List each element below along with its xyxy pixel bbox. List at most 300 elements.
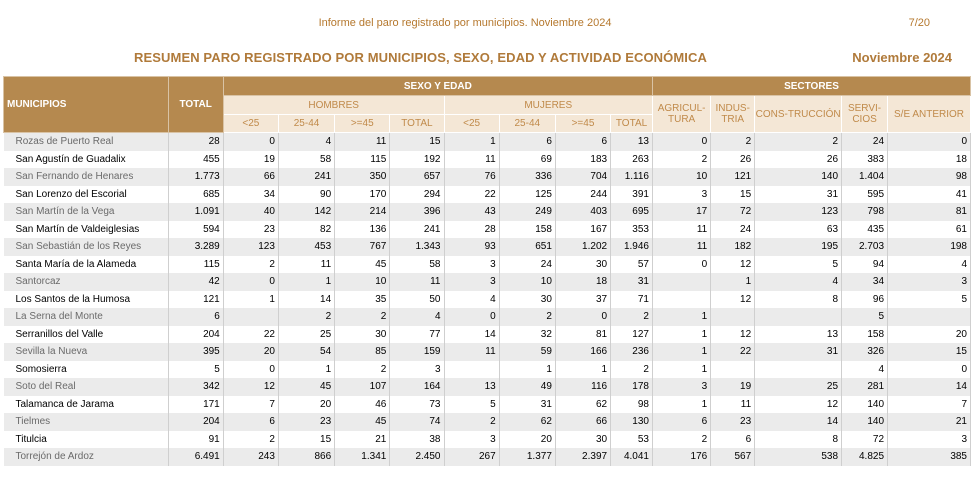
col-m-lt25: <25 xyxy=(444,115,499,133)
table-cell: 22 xyxy=(223,326,278,344)
table-cell: 32 xyxy=(499,326,555,344)
table-cell: 25 xyxy=(755,378,842,396)
table-cell: 12 xyxy=(711,291,755,309)
table-cell: 136 xyxy=(335,221,390,239)
table-cell: 20 xyxy=(888,326,971,344)
table-cell: 69 xyxy=(499,151,555,169)
table-cell: 71 xyxy=(611,291,653,309)
table-cell: 1 xyxy=(652,361,710,379)
table-cell: 2 xyxy=(652,431,710,449)
table-cell: 15 xyxy=(711,186,755,204)
table-row xyxy=(4,221,971,239)
table-cell: 4 xyxy=(755,273,842,291)
table-cell: 23 xyxy=(711,413,755,431)
col-construccion: CONS-TRUCCIÓN xyxy=(755,96,842,133)
table-cell: 31 xyxy=(499,396,555,414)
table-cell: 30 xyxy=(335,326,390,344)
table-cell: 435 xyxy=(842,221,888,239)
table-cell: 14 xyxy=(278,291,334,309)
table-cell: 18 xyxy=(555,273,610,291)
table-cell: 182 xyxy=(711,238,755,256)
table-cell: 3 xyxy=(888,431,971,449)
col-h-lt25: <25 xyxy=(223,115,278,133)
table-cell: 11 xyxy=(335,133,390,151)
table-cell: 183 xyxy=(555,151,610,169)
table-cell: 11 xyxy=(444,151,499,169)
table-cell: 130 xyxy=(611,413,653,431)
table-cell: 241 xyxy=(278,168,334,186)
table-cell: 353 xyxy=(611,221,653,239)
table-cell: 159 xyxy=(390,343,444,361)
table-cell: 22 xyxy=(711,343,755,361)
municipality-name: San Martín de la Vega xyxy=(4,203,169,221)
table-cell: 1 xyxy=(444,133,499,151)
table-cell: 326 xyxy=(842,343,888,361)
table-cell: 8 xyxy=(755,291,842,309)
table-cell: 17 xyxy=(652,203,710,221)
table-cell: 58 xyxy=(278,151,334,169)
table-cell: 93 xyxy=(444,238,499,256)
table-cell: 249 xyxy=(499,203,555,221)
table-cell: 11 xyxy=(444,343,499,361)
table-cell: 4 xyxy=(842,361,888,379)
table-cell: 1 xyxy=(223,291,278,309)
table-cell: 241 xyxy=(390,221,444,239)
table-cell: 14 xyxy=(888,378,971,396)
table-cell: 198 xyxy=(888,238,971,256)
page-number: 7/20 xyxy=(908,17,930,29)
col-h-ge45: >=45 xyxy=(335,115,390,133)
table-cell: 2 xyxy=(652,151,710,169)
table-cell: 61 xyxy=(888,221,971,239)
table-cell: 34 xyxy=(842,273,888,291)
table-cell: 127 xyxy=(611,326,653,344)
table-cell: 5 xyxy=(842,308,888,326)
table-cell: 76 xyxy=(444,168,499,186)
table-cell: 171 xyxy=(168,396,223,414)
table-cell: 2 xyxy=(335,361,390,379)
table-cell: 123 xyxy=(755,203,842,221)
table-cell xyxy=(652,291,710,309)
table-cell: 214 xyxy=(335,203,390,221)
table-cell: 72 xyxy=(842,431,888,449)
table-cell: 2 xyxy=(444,413,499,431)
table-cell xyxy=(711,308,755,326)
municipality-name: Soto del Real xyxy=(4,378,169,396)
table-cell: 10 xyxy=(499,273,555,291)
table-cell: 294 xyxy=(390,186,444,204)
table-cell: 244 xyxy=(555,186,610,204)
table-cell: 8 xyxy=(755,431,842,449)
table-cell: 167 xyxy=(555,221,610,239)
table-cell: 34 xyxy=(223,186,278,204)
table-cell: 72 xyxy=(711,203,755,221)
table-cell: 178 xyxy=(611,378,653,396)
municipality-name: Tielmes xyxy=(4,413,169,431)
table-row xyxy=(4,343,971,361)
table-cell: 3 xyxy=(444,256,499,274)
col-se-anterior: S/E ANTERIOR xyxy=(888,96,971,133)
table-cell: 0 xyxy=(223,133,278,151)
table-cell: 6 xyxy=(652,413,710,431)
table-cell: 59 xyxy=(499,343,555,361)
report-subtitle: Informe del paro registrado por municipios. Noviembre 2024 xyxy=(318,17,612,29)
table-cell: 1.202 xyxy=(555,238,610,256)
table-cell: 2 xyxy=(755,133,842,151)
table-cell: 1 xyxy=(652,396,710,414)
table-cell: 866 xyxy=(278,448,334,466)
table-cell: 1 xyxy=(652,326,710,344)
table-cell: 1 xyxy=(499,361,555,379)
table-cell: 5 xyxy=(168,361,223,379)
table-row xyxy=(4,186,971,204)
table-cell: 4 xyxy=(390,308,444,326)
table-cell: 30 xyxy=(499,291,555,309)
table-cell: 192 xyxy=(390,151,444,169)
table-cell xyxy=(755,308,842,326)
table-cell: 25 xyxy=(278,326,334,344)
table-cell: 10 xyxy=(335,273,390,291)
table-cell: 19 xyxy=(711,378,755,396)
table-cell: 11 xyxy=(652,238,710,256)
table-cell: 350 xyxy=(335,168,390,186)
table-cell: 13 xyxy=(611,133,653,151)
table-cell: 2 xyxy=(711,133,755,151)
table-cell: 1 xyxy=(555,361,610,379)
table-cell xyxy=(888,308,971,326)
table-cell: 594 xyxy=(168,221,223,239)
table-cell: 2.397 xyxy=(555,448,610,466)
table-cell: 2 xyxy=(499,308,555,326)
municipality-name: Santa María de la Alameda xyxy=(4,256,169,274)
table-cell: 2 xyxy=(223,256,278,274)
table-cell: 140 xyxy=(755,168,842,186)
table-cell: 37 xyxy=(555,291,610,309)
table-cell: 6 xyxy=(223,413,278,431)
table-cell: 38 xyxy=(390,431,444,449)
table-cell: 81 xyxy=(555,326,610,344)
table-cell: 26 xyxy=(711,151,755,169)
table-cell: 28 xyxy=(444,221,499,239)
table-cell: 4.825 xyxy=(842,448,888,466)
table-cell: 20 xyxy=(499,431,555,449)
table-cell: 767 xyxy=(335,238,390,256)
col-m-2544: 25-44 xyxy=(499,115,555,133)
table-cell: 15 xyxy=(888,343,971,361)
table-cell: 1 xyxy=(711,273,755,291)
table-cell: 204 xyxy=(168,326,223,344)
table-cell: 85 xyxy=(335,343,390,361)
table-cell: 2 xyxy=(335,308,390,326)
table-cell: 0 xyxy=(223,361,278,379)
table-cell: 0 xyxy=(444,308,499,326)
table-cell: 403 xyxy=(555,203,610,221)
table-row xyxy=(4,431,971,449)
table-cell: 166 xyxy=(555,343,610,361)
table-cell: 342 xyxy=(168,378,223,396)
table-row xyxy=(4,378,971,396)
table-cell: 62 xyxy=(499,413,555,431)
table-cell: 125 xyxy=(499,186,555,204)
table-row xyxy=(4,168,971,186)
table-cell: 142 xyxy=(278,203,334,221)
table-cell: 10 xyxy=(652,168,710,186)
table-cell: 11 xyxy=(711,396,755,414)
table-cell: 3 xyxy=(652,378,710,396)
municipality-name: Santorcaz xyxy=(4,273,169,291)
table-cell: 267 xyxy=(444,448,499,466)
col-municipios: MUNICIPIOS xyxy=(4,77,169,133)
table-cell: 243 xyxy=(223,448,278,466)
table-cell: 4 xyxy=(278,133,334,151)
table-cell: 12 xyxy=(711,256,755,274)
table-cell: 204 xyxy=(168,413,223,431)
col-sectores: SECTORES xyxy=(652,77,970,96)
table-cell xyxy=(652,273,710,291)
municipality-name: Torrejón de Ardoz xyxy=(4,448,169,466)
table-row xyxy=(4,273,971,291)
table-row xyxy=(4,291,971,309)
table-cell: 21 xyxy=(888,413,971,431)
table-cell: 3 xyxy=(444,273,499,291)
table-cell: 1.773 xyxy=(168,168,223,186)
table-cell: 455 xyxy=(168,151,223,169)
table-row xyxy=(4,396,971,414)
table-row xyxy=(4,238,971,256)
table-cell: 62 xyxy=(555,396,610,414)
table-row xyxy=(4,326,971,344)
table-cell: 24 xyxy=(499,256,555,274)
table-cell: 11 xyxy=(652,221,710,239)
table-cell: 4.041 xyxy=(611,448,653,466)
table-cell: 383 xyxy=(842,151,888,169)
table-cell: 158 xyxy=(499,221,555,239)
table-cell: 2 xyxy=(223,431,278,449)
table-cell: 23 xyxy=(223,221,278,239)
table-cell: 336 xyxy=(499,168,555,186)
table-cell: 2 xyxy=(611,361,653,379)
table-cell: 3 xyxy=(390,361,444,379)
municipality-name: San Fernando de Henares xyxy=(4,168,169,186)
table-row xyxy=(4,448,971,466)
table-cell: 170 xyxy=(335,186,390,204)
table-cell xyxy=(711,361,755,379)
table-cell: 385 xyxy=(888,448,971,466)
table-cell: 3 xyxy=(888,273,971,291)
table-cell: 0 xyxy=(652,133,710,151)
table-cell: 21 xyxy=(335,431,390,449)
table-cell: 57 xyxy=(611,256,653,274)
title-row xyxy=(0,50,974,68)
table-cell: 5 xyxy=(755,256,842,274)
table-row xyxy=(4,133,971,151)
table-cell: 1 xyxy=(278,361,334,379)
col-m-ge45: >=45 xyxy=(555,115,610,133)
table-cell: 66 xyxy=(223,168,278,186)
col-agricultura: AGRICUL-TURA xyxy=(652,96,710,133)
table-cell: 31 xyxy=(611,273,653,291)
table-cell: 46 xyxy=(335,396,390,414)
table-cell: 77 xyxy=(390,326,444,344)
table-cell: 5 xyxy=(444,396,499,414)
table-body xyxy=(4,133,971,466)
table-row xyxy=(4,151,971,169)
col-m-total: TOTAL xyxy=(611,115,653,133)
col-servicios: SERVI-CIOS xyxy=(842,96,888,133)
table-cell: 90 xyxy=(278,186,334,204)
municipality-name: San Lorenzo del Escorial xyxy=(4,186,169,204)
table-cell: 45 xyxy=(278,378,334,396)
table-cell: 5 xyxy=(888,291,971,309)
table-cell: 7 xyxy=(223,396,278,414)
table-cell: 45 xyxy=(335,413,390,431)
table-cell: 40 xyxy=(223,203,278,221)
table-cell: 1 xyxy=(652,308,710,326)
table-cell: 13 xyxy=(755,326,842,344)
table-cell: 6 xyxy=(711,431,755,449)
table-cell: 24 xyxy=(842,133,888,151)
table-row xyxy=(4,308,971,326)
table-cell: 91 xyxy=(168,431,223,449)
table-cell: 6 xyxy=(555,133,610,151)
table-cell: 13 xyxy=(444,378,499,396)
table-cell: 1 xyxy=(278,273,334,291)
table-cell: 23 xyxy=(278,413,334,431)
table-cell: 1.341 xyxy=(335,448,390,466)
table-cell: 116 xyxy=(555,378,610,396)
table-cell: 12 xyxy=(711,326,755,344)
table-cell: 41 xyxy=(888,186,971,204)
table-cell: 6.491 xyxy=(168,448,223,466)
table-cell: 42 xyxy=(168,273,223,291)
page-title: RESUMEN PARO REGISTRADO POR MUNICIPIOS, SEXO, EDAD Y ACTIVIDAD ECONÓMICA xyxy=(134,50,707,65)
col-sexo-edad: SEXO Y EDAD xyxy=(223,77,652,96)
table-cell: 164 xyxy=(390,378,444,396)
table-cell: 1.404 xyxy=(842,168,888,186)
table-cell: 2 xyxy=(611,308,653,326)
table-cell: 31 xyxy=(755,343,842,361)
table-cell: 107 xyxy=(335,378,390,396)
table-cell: 31 xyxy=(755,186,842,204)
table-cell: 26 xyxy=(755,151,842,169)
table-cell: 4 xyxy=(444,291,499,309)
table-cell: 121 xyxy=(711,168,755,186)
table-cell: 6 xyxy=(499,133,555,151)
table-cell: 176 xyxy=(652,448,710,466)
table-cell: 73 xyxy=(390,396,444,414)
table-cell: 236 xyxy=(611,343,653,361)
table-cell: 94 xyxy=(842,256,888,274)
table-cell: 82 xyxy=(278,221,334,239)
municipality-name: La Serna del Monte xyxy=(4,308,169,326)
table-cell: 2 xyxy=(278,308,334,326)
table-cell: 18 xyxy=(888,151,971,169)
table-cell: 2.450 xyxy=(390,448,444,466)
table-cell: 98 xyxy=(888,168,971,186)
municipality-name: San Sebastián de los Reyes xyxy=(4,238,169,256)
table-cell: 1 xyxy=(652,343,710,361)
table-cell: 567 xyxy=(711,448,755,466)
table-row xyxy=(4,413,971,431)
table-cell: 158 xyxy=(842,326,888,344)
municipality-name: Somosierra xyxy=(4,361,169,379)
table-cell: 140 xyxy=(842,413,888,431)
table-cell: 595 xyxy=(842,186,888,204)
table-cell: 2.703 xyxy=(842,238,888,256)
municipality-name: Talamanca de Jarama xyxy=(4,396,169,414)
table-cell: 20 xyxy=(223,343,278,361)
table-cell: 35 xyxy=(335,291,390,309)
table-cell: 396 xyxy=(390,203,444,221)
table-cell: 81 xyxy=(888,203,971,221)
table-cell: 657 xyxy=(390,168,444,186)
table-cell: 0 xyxy=(888,133,971,151)
table-cell: 49 xyxy=(499,378,555,396)
unemployment-table xyxy=(3,76,971,466)
table-row xyxy=(4,203,971,221)
table-cell: 140 xyxy=(842,396,888,414)
table-cell: 24 xyxy=(711,221,755,239)
table-cell: 14 xyxy=(444,326,499,344)
table-cell: 1.116 xyxy=(611,168,653,186)
table-cell: 28 xyxy=(168,133,223,151)
table-cell: 395 xyxy=(168,343,223,361)
table-cell: 123 xyxy=(223,238,278,256)
col-h-2544: 25-44 xyxy=(278,115,334,133)
table-cell: 45 xyxy=(335,256,390,274)
table-cell: 11 xyxy=(390,273,444,291)
table-cell: 30 xyxy=(555,256,610,274)
table-cell: 263 xyxy=(611,151,653,169)
page-header xyxy=(0,17,974,33)
table-cell: 0 xyxy=(223,273,278,291)
table-cell: 3 xyxy=(652,186,710,204)
table-cell: 12 xyxy=(223,378,278,396)
table-cell: 195 xyxy=(755,238,842,256)
table-cell: 651 xyxy=(499,238,555,256)
table-cell: 1.377 xyxy=(499,448,555,466)
table-cell: 98 xyxy=(611,396,653,414)
col-hombres: HOMBRES xyxy=(223,96,444,115)
table-cell: 121 xyxy=(168,291,223,309)
table-row xyxy=(4,256,971,274)
table-cell: 6 xyxy=(168,308,223,326)
table-cell: 50 xyxy=(390,291,444,309)
table-cell: 115 xyxy=(168,256,223,274)
table-cell: 281 xyxy=(842,378,888,396)
table-cell: 4 xyxy=(888,256,971,274)
table-cell: 14 xyxy=(755,413,842,431)
table-cell: 43 xyxy=(444,203,499,221)
col-total: TOTAL xyxy=(168,77,223,133)
table-cell: 96 xyxy=(842,291,888,309)
table-cell: 538 xyxy=(755,448,842,466)
table-cell: 53 xyxy=(611,431,653,449)
table-cell: 63 xyxy=(755,221,842,239)
table-cell: 115 xyxy=(335,151,390,169)
municipality-name: Los Santos de la Humosa xyxy=(4,291,169,309)
table-cell: 22 xyxy=(444,186,499,204)
table-cell: 1.946 xyxy=(611,238,653,256)
table-cell xyxy=(755,361,842,379)
municipality-name: Serranillos del Valle xyxy=(4,326,169,344)
table-cell: 20 xyxy=(278,396,334,414)
table-cell: 704 xyxy=(555,168,610,186)
table-cell: 0 xyxy=(888,361,971,379)
table-cell xyxy=(223,308,278,326)
municipality-name: San Martín de Valdeiglesias xyxy=(4,221,169,239)
table-cell: 3.289 xyxy=(168,238,223,256)
